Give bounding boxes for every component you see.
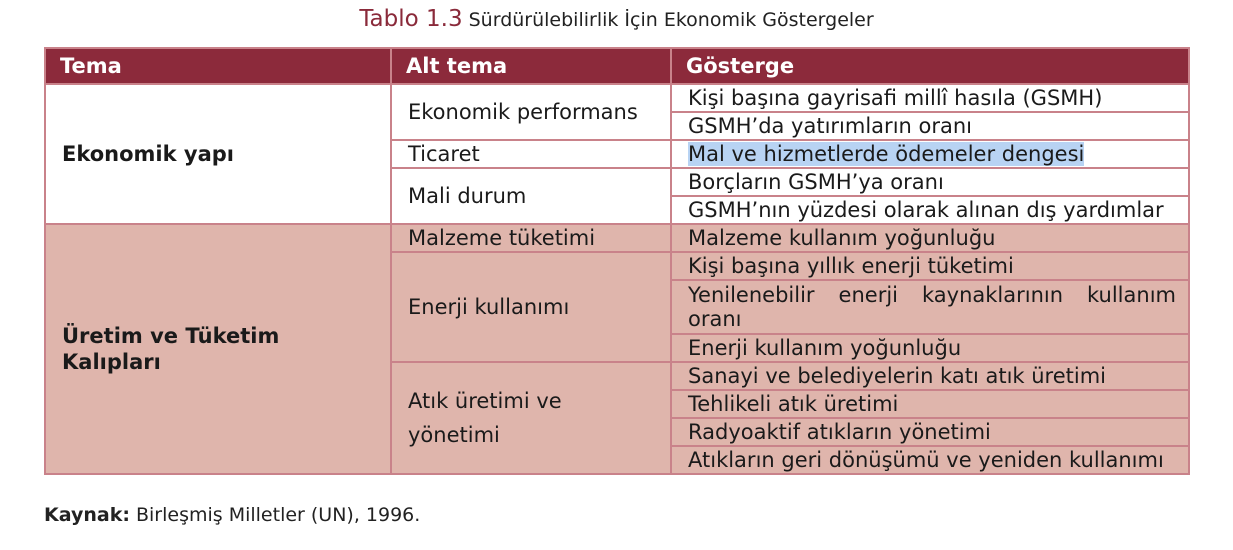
table-caption [0, 6, 1233, 32]
indicator-cell[interactable]: Malzeme kullanım yoğunluğu [671, 224, 1189, 252]
subtheme-cell[interactable] [391, 362, 671, 474]
table-row [45, 84, 1189, 112]
indicator-cell-selected[interactable] [671, 140, 1189, 168]
header-row [45, 48, 1189, 84]
indicator-cell[interactable]: Kişi başına gayrisafi millî hasıla (GSMH) [671, 84, 1189, 112]
subtheme-cell[interactable]: Ticaret [391, 140, 671, 168]
indicator-cell[interactable]: Radyoaktif atıkların yönetimi [671, 418, 1189, 446]
source-text: Birleşmiş Milletler (UN), 1996. [135, 504, 421, 526]
group-production-consumption [45, 224, 1189, 474]
source-label: Kaynak: [44, 504, 130, 526]
indicator-cell[interactable]: Kişi başına yıllık enerji tüketimi [671, 252, 1189, 280]
indicator-cell[interactable]: Sanayi ve belediyelerin katı atık üretimi [671, 362, 1189, 390]
indicator-cell[interactable]: Tehlikeli atık üretimi [671, 390, 1189, 418]
header-subtheme: Alt tema [391, 48, 671, 84]
indicator-cell[interactable]: GSMH’da yatırımların oranı [671, 112, 1189, 140]
table-title: Sürdürülebilirlik İçin Ekonomik Göstergeler [468, 9, 874, 31]
subtheme-cell[interactable]: Ekonomik performans [391, 84, 671, 140]
group-economic-structure [45, 84, 1189, 224]
header-theme: Tema [45, 48, 391, 84]
theme-cell[interactable]: Üretim ve Tüketim Kalıpları [45, 224, 391, 474]
indicator-cell[interactable]: Borçların GSMH’ya oranı [671, 168, 1189, 196]
table-number: Tablo 1.3 [359, 6, 463, 32]
table-row [45, 224, 1189, 252]
subtheme-cell[interactable]: Mali durum [391, 168, 671, 224]
theme-cell[interactable]: Ekonomik yapı [45, 84, 391, 224]
header-indicator: Gösterge [671, 48, 1189, 84]
indicator-cell[interactable]: GSMH’nın yüzdesi olarak alınan dış yardımlar [671, 196, 1189, 224]
indicators-table [44, 47, 1190, 475]
source-note [44, 504, 420, 526]
indicator-cell[interactable]: Yenilenebilir enerji kaynaklarının kullanım oranı [671, 280, 1189, 334]
subtheme-label: Atık üretimi ve yönetimi [408, 389, 562, 447]
subtheme-cell[interactable]: Malzeme tüketimi [391, 224, 671, 252]
indicator-cell[interactable]: Atıkların geri dönüşümü ve yeniden kullanımı [671, 446, 1189, 474]
subtheme-cell[interactable]: Enerji kullanımı [391, 252, 671, 362]
text-selection-highlight[interactable]: Mal ve hizmetlerde ödemeler dengesi [688, 141, 1085, 166]
indicator-cell[interactable]: Enerji kullanım yoğunluğu [671, 334, 1189, 362]
